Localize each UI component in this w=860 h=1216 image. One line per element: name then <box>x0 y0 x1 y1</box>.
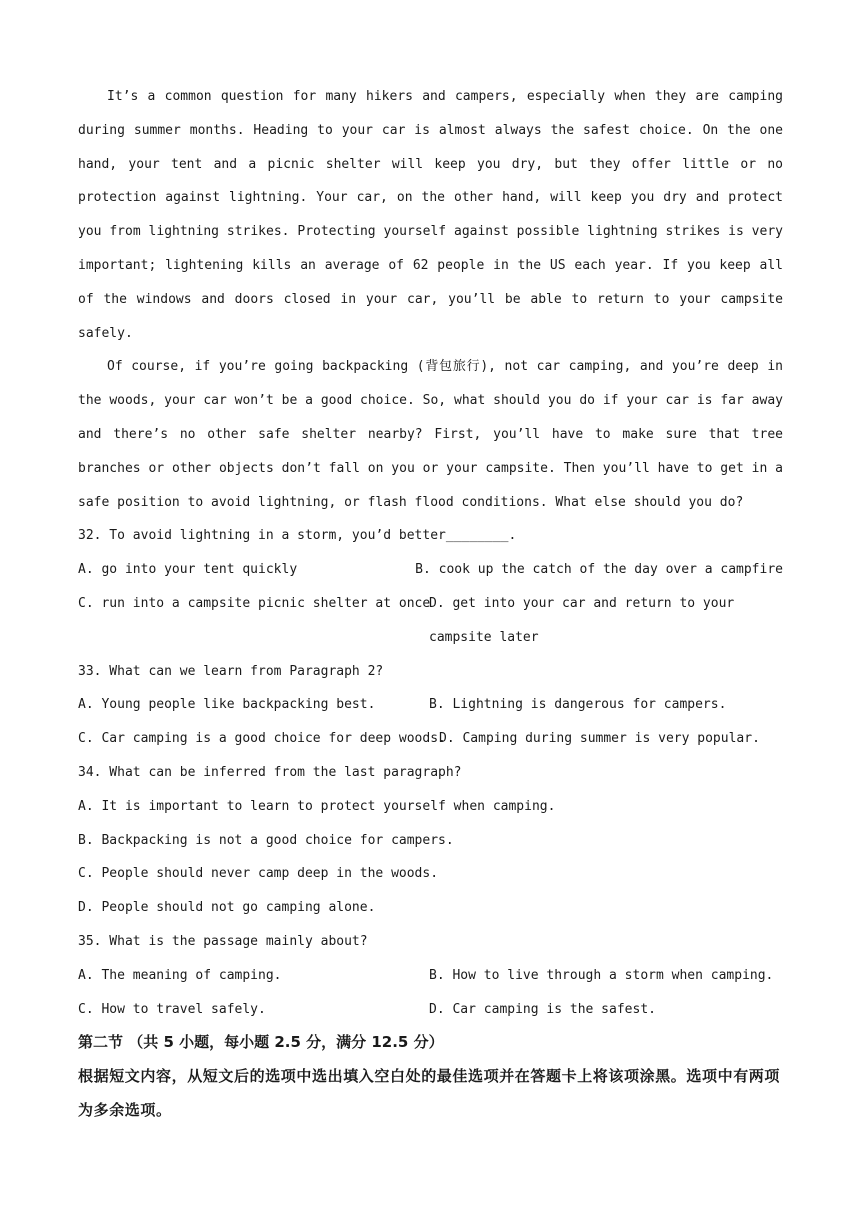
question-32-options-row-2 <box>78 587 783 655</box>
question-32-options-row-1 <box>78 553 783 587</box>
question-35-options-row-1 <box>78 959 783 993</box>
question-33-option-b: B. Lightning is dangerous for campers. <box>429 697 727 713</box>
question-35-stem: 35. What is the passage mainly about? <box>78 933 368 949</box>
question-35-option-c: C. How to travel safely. <box>78 1001 266 1017</box>
question-34-option-d: D. People should not go camping alone. <box>78 900 376 916</box>
question-32-option-d: D. get into your car and return to your campsite later <box>429 595 735 645</box>
question-35-option-d: D. Car camping is the safest. <box>429 1001 656 1017</box>
question-33-options-row-2 <box>78 722 783 756</box>
section-heading: 第二节 （共 5 小题，每小题 2.5 分，满分 12.5 分） <box>78 1033 444 1052</box>
question-35-option-b: B. How to live through a storm when camping. <box>429 967 774 983</box>
question-32-stem: 32. To avoid lightning in a storm, you’d better________. <box>78 528 517 544</box>
question-34-option-c: C. People should never camp deep in the woods. <box>78 866 439 882</box>
question-33-stem: 33. What can we learn from Paragraph 2? <box>78 663 384 679</box>
question-33-option-a: A. Young people like backpacking best. <box>78 697 376 713</box>
question-34-stem: 34. What can be inferred from the last paragraph? <box>78 764 462 780</box>
question-34-option-b: B. Backpacking is not a good choice for campers. <box>78 832 454 848</box>
passage-paragraph-2: Of course, if you’re going backpacking (背包旅行), not car camping, and you’re deep in the woods, your car won’t be a good choice. So, what should you do if your car is far away and there’s no other safe shelter nearby? First, you’ll have to make sure that tree branches or other objects don’t fall on you or your campsite. Then you’ll have to get in a safe position to avoid lightning, or flash flood conditions. What else should you do? <box>78 359 783 510</box>
passage-paragraph-1: It’s a common question for many hikers and campers, especially when they are camping during summer months. Heading to your car is almost always the safest choice. On the one hand, your tent and a picnic shelter will keep you dry, but they offer little or no protection against lightning. Your car, on the other hand, will keep you dry and protect you from lightning strikes. Protecting yourself against possible lightning strikes is very important; lightening kills an average of 62 people in the US each year. If you keep all of the windows and doors closed in your car, you’ll be able to return to your campsite safely. <box>78 89 783 341</box>
question-32-option-b: B. cook up the catch of the day over a campfire <box>415 562 783 578</box>
question-33-options-row-1 <box>78 688 783 722</box>
question-34-option-a: A. It is important to learn to protect yourself when camping. <box>78 798 556 814</box>
question-33-option-d: D. Camping during summer is very popular. <box>439 731 760 747</box>
question-35-options-row-2 <box>78 993 783 1027</box>
exam-page <box>78 80 783 1128</box>
section-instructions: 根据短文内容，从短文后的选项中选出填入空白处的最佳选项并在答题卡上将该项涂黑。选项中有两项为多余选项。 <box>78 1067 781 1119</box>
question-35-option-a: A. The meaning of camping. <box>78 967 282 983</box>
question-33-option-c: C. Car camping is a good choice for deep woods. <box>78 731 446 747</box>
question-32-option-a: A. go into your tent quickly <box>78 562 298 578</box>
question-32-option-c: C. run into a campsite picnic shelter at once <box>78 595 431 611</box>
